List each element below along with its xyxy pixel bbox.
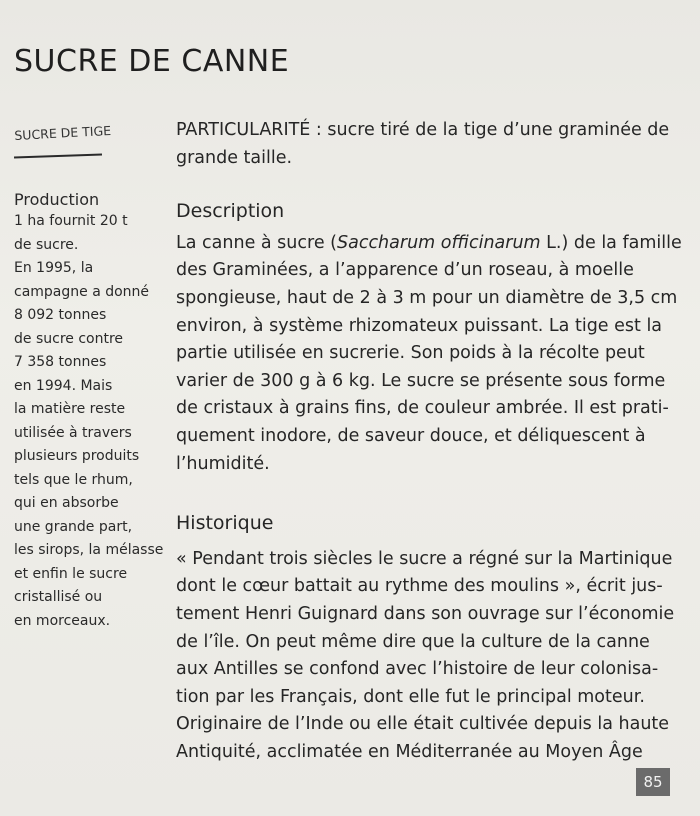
historique-line: de l’île. On peut même dire que la culture de la canne	[176, 631, 650, 652]
sidebar-line: utilisée à travers	[14, 424, 132, 441]
sidebar-line: 1 ha fournit 20 t	[14, 213, 128, 229]
description-line: partie utilisée en sucrerie. Son poids à la récolte peut	[176, 343, 645, 364]
sidebar-line: plusieurs produits	[14, 448, 140, 464]
historique-line: aux Antilles se confond avec l’histoire de leur colonisa-	[176, 659, 659, 680]
historique-line: Originaire de l’Inde ou elle était cultivée depuis la haute	[176, 714, 670, 735]
sidebar-line: cristallisé ou	[14, 589, 103, 605]
historique-line: « Pendant trois siècles le sucre a régné sur la Martinique	[176, 548, 673, 569]
sidebar-line: 7 358 tonnes	[14, 354, 107, 370]
sidebar-line: En 1995, la	[14, 260, 94, 276]
sidebar-line: campagne a donné	[14, 283, 150, 300]
sidebar-heading: Production	[14, 190, 100, 209]
historique-paragraph	[176, 546, 676, 767]
description-line: de cristaux à grains fins, de couleur ambrée. Il est prati-	[176, 398, 669, 419]
sidebar-line: en morceaux.	[14, 612, 111, 629]
sidebar-line: et enfin le sucre	[14, 565, 128, 582]
description-line: varier de 300 g à 6 kg. Le sucre se présente sous forme	[176, 370, 666, 391]
sidebar-line: en 1994. Mais	[14, 377, 113, 394]
historique-heading: Historique	[176, 512, 274, 535]
main-text	[176, 117, 682, 766]
particularite-paragraph	[176, 117, 676, 172]
sidebar-line: de sucre contre	[14, 330, 124, 347]
sidebar-line: une grande part,	[14, 518, 133, 535]
particularite-text: grande taille.	[176, 147, 293, 168]
sidebar-line: qui en absorbe	[14, 495, 119, 511]
page-title: SUCRE DE CANNE	[14, 44, 290, 79]
description-text: L.) de la famille	[540, 232, 682, 253]
description-paragraph	[176, 230, 682, 478]
description-line: quement inodore, de saveur douce, et déliquescent à	[176, 425, 646, 446]
species-name: Saccharum officinarum	[336, 232, 541, 253]
description-text: La canne à sucre (	[176, 232, 337, 253]
particularite-text: sucre tiré de la tige d’une graminée de	[327, 120, 670, 140]
page-number: 85	[636, 768, 670, 796]
description-line: des Graminées, a l’apparence d’un roseau, à moelle	[176, 260, 634, 281]
historique-line: dont le cœur battait au rythme des moulins », écrit jus-	[176, 576, 663, 597]
sidebar-line: de sucre.	[14, 236, 79, 253]
particularite-label: PARTICULARITÉ :	[176, 120, 322, 140]
historique-line: Antiquité, acclimatée en Méditerranée au Moyen Âge	[176, 741, 643, 762]
sidebar-line: la matière reste	[14, 401, 126, 417]
sidebar-label: SUCRE DE TIGE	[14, 122, 112, 143]
sidebar-line: 8 092 tonnes	[14, 307, 107, 323]
description-line: spongieuse, haut de 2 à 3 m pour un diamètre de 3,5 cm	[176, 287, 678, 308]
sidebar-line: les sirops, la mélasse	[14, 542, 164, 558]
sidebar-divider	[14, 153, 102, 158]
description-heading: Description	[176, 200, 285, 223]
historique-line: tion par les Français, dont elle fut le principal moteur.	[176, 686, 645, 707]
description-line: environ, à système rhizomateux puissant. La tige est la	[176, 315, 663, 336]
description-line: l’humidité.	[176, 453, 270, 474]
sidebar-column	[14, 190, 164, 633]
historique-line: tement Henri Guignard dans son ouvrage sur l’économie	[176, 603, 675, 624]
sidebar-line: tels que le rhum,	[14, 471, 133, 488]
